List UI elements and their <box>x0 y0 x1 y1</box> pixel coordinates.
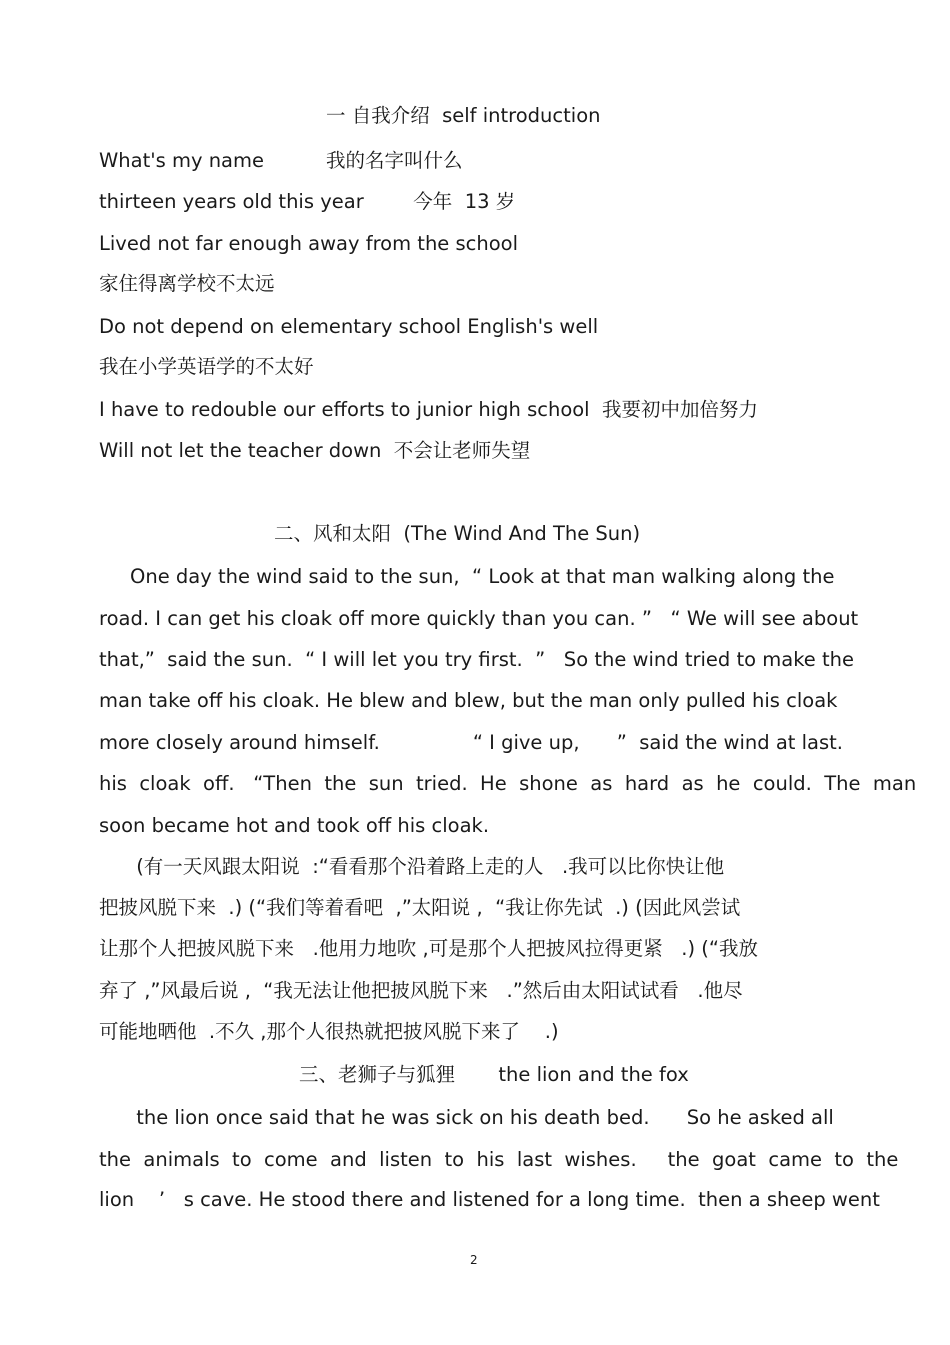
text-line: that,” said the sun. “ I will let you try first. ” So the wind tried to make the <box>99 648 854 671</box>
text-line: Lived not far enough away from the school <box>99 232 519 255</box>
text-line: road. I can get his cloak off more quickly than you can. ” “ We will see about <box>99 607 859 630</box>
text-line: 可能地晒他 .不久 ,那个人很热就把披风脱下来了 .) <box>99 1020 559 1043</box>
text-line: Do not depend on elementary school English's well <box>99 315 599 338</box>
text-line: (有一天风跟太阳说 :“看看那个沿着路上走的人 .我可以比你快让他 <box>99 855 725 878</box>
section-heading-intro: 一 自我介绍 self introduction <box>326 104 601 127</box>
text-line: 把披风脱下来 .) (“我们等着看吧 ,”太阳说 , “我让你先试 .) (因此风尝试 <box>99 896 741 919</box>
section-heading-lion-fox: 三、老狮子与狐狸 the lion and the fox <box>299 1063 689 1086</box>
text-line: man take off his cloak. He blew and blew, but the man only pulled his cloak <box>99 689 838 712</box>
text-line: 家住得离学校不太远 <box>99 272 275 295</box>
text-line: lion ’ s cave. He stood there and listened for a long time. then a sheep went <box>99 1188 880 1211</box>
text-line: more closely around himself. “ I give up, ” said the wind at last. <box>99 731 843 754</box>
text-line: the lion once said that he was sick on his death bed. So he asked all <box>99 1106 834 1129</box>
text-line: 让那个人把披风脱下来 .他用力地吹 ,可是那个人把披风拉得更紧 .) (“我放 <box>99 937 759 960</box>
text-line: soon became hot and took off his cloak. <box>99 814 490 837</box>
section-heading-wind-sun: 二、风和太阳 (The Wind And The Sun) <box>274 522 641 545</box>
text-line: his cloak off. “Then the sun tried. He shone as hard as he could. The man <box>99 772 917 795</box>
page-number: 2 <box>470 1253 478 1267</box>
text-line: What's my name 我的名字叫什么 <box>99 149 463 172</box>
text-line: I have to redouble our efforts to junior high school 我要初中加倍努力 <box>99 398 759 421</box>
text-line: One day the wind said to the sun, “ Look at that man walking along the <box>99 565 835 588</box>
text-line: 我在小学英语学的不太好 <box>99 355 314 378</box>
text-line: 弃了 ,”风最后说 , “我无法让他把披风脱下来 .”然后由太阳试试看 .他尽 <box>99 979 743 1002</box>
text-line: Will not let the teacher down 不会让老师失望 <box>99 439 531 462</box>
text-line: thirteen years old this year 今年 13 岁 <box>99 190 516 213</box>
text-line: the animals to come and listen to his last wishes. the goat came to the <box>99 1148 899 1171</box>
